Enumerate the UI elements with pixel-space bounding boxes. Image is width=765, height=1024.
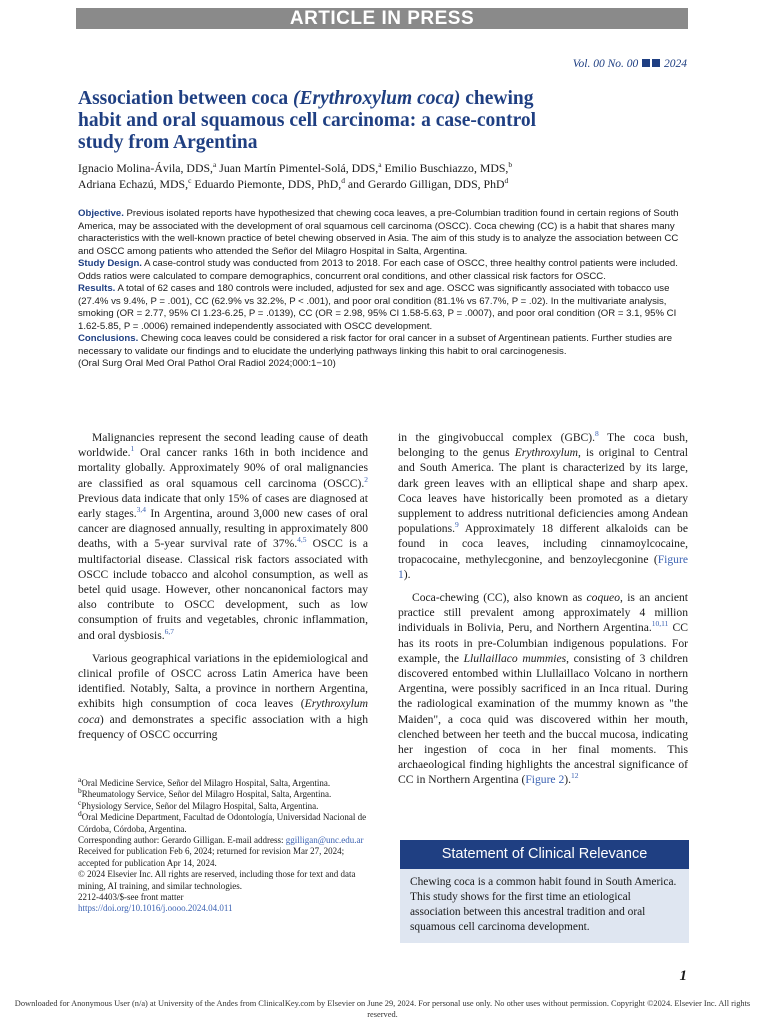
copyright: © 2024 Elsevier Inc. All rights are reserved, including those for text and data mining, AI training, and similar technologies. [78,869,356,891]
text: CC has its roots in pre-Columbian indigenous populations. For example, the [398,621,688,665]
text: Previous data indicate that only 15% of cases are diagnosed at early stages. [78,491,368,521]
affiliation-c: $^c$Physiology Service, Señor del Milagro Hospital, Salta, Argentina. [78,797,319,811]
citation-ref[interactable]: 10,11 [651,619,669,629]
figure-link[interactable]: Figure 2 [525,773,565,787]
clinical-relevance-text: Chewing coca is a common habit found in South America. This study shows for the first time an etiological association between this ancestral tradition and oral squamous cell carcinoma development. [410,876,677,933]
title-part2: chewing habit and oral squamous cell carcinoma: a case-control study from Argentina [78,88,537,153]
text: OSCC is a multifactorial disease. Classical risk factors associated with OSCC include tobacco and alcohol consumption, as well as betel quid usage. However, other noncanonical factors may also contribute to OSCC development, such as low consumption of fruits and vegetables, chronic inflammation, and oral dysbiosis. [78,537,368,642]
clinical-relevance-heading: Statement of Clinical Relevance [400,840,689,869]
citation-ref[interactable]: 4,5 [297,535,307,545]
text: Malignancies represent the second leading cause of death worldwide. [78,431,368,460]
abstract-conclusions [78,333,689,358]
text: ). [564,773,572,787]
figure-link[interactable]: Figure 1 [398,552,688,581]
author: Adriana Echazú, MDS, [78,177,189,191]
abstract-label: Results. [78,283,116,294]
abstract-results [78,283,689,333]
author: Eduardo Piemonte, DDS, PhD, [194,177,342,191]
abstract-text: Chewing coca leaves could be considered a risk factor for oral cancer in a subset of Argentinean patients. Further studies are necessary to validate our findings and to elucidate the underlying pathways linking this habit to oral carcinogenesis. [78,333,673,357]
abstract-text: A case-control study was conducted from 2013 to 2018. For each case of OSCC, three healthy control patients were included. Odds ratios were calculated to compare demographics, concurrent oral conditions, and other classical risk factors for OSCC. [78,258,678,282]
corresponding-author: Corresponding author: Gerardo Gilligan. E-mail address: ggilligan@unc.edu.ar [78,835,364,846]
square-icon [652,59,660,67]
abstract-objective [78,208,689,258]
citation-ref[interactable]: 8 [595,429,599,439]
abstract-text: A total of 62 cases and 180 controls were included, adjusted for sex and age. OSCC was significantly associated with tobacco use (27.4% vs 9.4%, P = .001), CC (62.9% vs 32.2%, P < .001), and poor oral condition (81.1% vs 67.7%, P = .02). In the multivariate analysis, smoking (OR = 2.77, 95% CI 1.23-6.25, P = .0139), CC (OR = 2.98, 95% CI 1.58-5.63, P = .0007), and poor oral condition (OR = 3.1, 95% CI 1.62-5.85, P = .0006) remained independently associated with OSCC development. [78,283,677,332]
text: The coca bush, belonging to the genus [398,431,688,460]
footnotes [78,775,370,915]
text: in the gingivobuccal complex (GBC). [398,431,596,444]
author-affiliation: a [213,160,217,170]
download-note: Downloaded for Anonymous User (n/a) at University of the Andes from ClinicalKey.com by Elsevier on June 29, 2024. For personal use only. No other uses without permission. Copyright ©2024. Elsevier Inc. All rights reserved. [14,999,751,1019]
text: Various geographical variations in the epidemiological and clinical profile of OSCC across Latin America have been identified. Notably, Salta, a province in northern Argentina, exhibits high consumption of coca leaves ( [78,651,368,711]
author-affiliation: d [341,176,345,186]
text: Coca-chewing (CC), also known as [412,591,587,605]
author: Gerardo Gilligan, DDS, PhD [367,177,505,191]
citation-ref[interactable]: 9 [455,520,459,530]
citation-ref[interactable]: 3,4 [136,505,147,515]
body-column-right [398,430,688,788]
received-dates: Received for publication Feb 6, 2024; returned for revision Mar 27, 2024; accepted for publication Apr 14, 2024. [78,846,345,868]
text: ). [403,567,411,581]
volume-number: Vol. 00 No. 00 [572,58,639,70]
author: Emilio Buschiazzo, MDS, [384,161,509,175]
author-affiliation: c [188,176,192,186]
body-paragraph [78,651,368,742]
citation-ref[interactable]: 1 [130,444,135,454]
italic-text: coqueo [586,591,620,605]
citation-ref[interactable]: 6,7 [164,626,174,636]
clinical-relevance-box [400,840,689,943]
article-in-press-banner: ARTICLE IN PRESS [76,8,688,29]
page-number: 1 [679,968,687,984]
author-separator: and [344,177,368,191]
author-affiliation: a [378,160,382,170]
body-paragraph [78,430,368,643]
italic-text: Erythroxylum [514,446,579,460]
citation-ref[interactable]: 2 [364,474,368,484]
volume-year: 2024 [664,58,687,70]
abstract-text: Previous isolated reports have hypothesized that chewing coca leaves, a pre-Columbian tradition found in certain regions of South America, may be associated with the development of oral squamous cell carcinoma (OSCC). Coca chewing (CC) is a habit that shares many characteristics with the well-known practice of betel chewing observed in Asia. The aim of this study is to analyze the association between CC and OSCC among patients who attended the Señor del Milagro Hospital in Salta, Argentina. [78,208,679,257]
author-affiliation: d [504,176,509,186]
text: Approximately 18 different alkaloids can be found in coca leaves, including cinnamoylcocaine, tropacocaine, methylecgonine, and benzoylecgonine ( [398,522,688,566]
author-list [78,160,638,192]
abstract-design [78,258,689,283]
author: Ignacio Molina-Ávila, DDS, [78,161,213,175]
text: , consisting of 3 children discovered entombed within Llullaillaco Volcano in northern Argentina, were possibly sacrificed in an Inca ritual. During the radiological examination of the mummy known as "the Maiden", a coca quid was discovered within her mouth, clenched between her teeth and the buccal mucosa, indicating her ingestion of coca in her final moments. This archaeological finding highlights the ancestral significance of CC in Northern Argentina ( [398,651,688,787]
abstract-label: Conclusions. [78,333,139,344]
italic-text: Erythroxylum coca [78,697,368,726]
affiliation-d: $^d$Oral Medicine Department, Facultad de Odontología, Universidad Nacional de Córdoba, Córdoba, Argentina. [78,809,367,834]
article-title [78,88,578,154]
abstract [78,208,689,371]
square-icon [642,59,650,67]
abstract-label: Study Design. [78,258,142,269]
author-affiliation: b [508,160,513,170]
text: , is an ancient practice still prevalent among approximately 4 million individuals in Bolivia, Peru, and Northern Argentina. [398,591,688,635]
affiliation-a: $^a$Oral Medicine Service, Señor del Milagro Hospital, Salta, Argentina. [78,775,331,788]
abstract-label: Objective. [78,208,124,219]
body-column-left [78,430,368,742]
author: Juan Martín Pimentel-Solá, DDS, [219,161,379,175]
text: Oral cancer ranks 16th in both incidence and mortality globally. Approximately 90% of oral malignancies are classified as oral squamous cell carcinoma (OSCC). [78,446,368,490]
body-paragraph [398,590,688,788]
abstract-citation: (Oral Surg Oral Med Oral Pathol Oral Radiol 2024;000:1−10) [78,358,336,369]
body-paragraph [398,430,688,582]
volume-info [573,58,687,70]
text: In Argentina, around 3,000 new cases of oral cancer are diagnosed annually, resulting in approximately 800 deaths, with a 5-year survival rate of 37%. [78,507,368,551]
title-part1: Association between coca [78,88,294,109]
text: , is original to Central and South America. The plant is characterized by its large, dark green leaves with an elliptical shape and sharp apex. Coca leaves have historically been promoted as a dietary supplement to address nutritional deficiencies among Andean populations. [398,446,688,536]
affiliation-b: $^b$Rheumatology Service, Señor del Milagro Hospital, Salta, Argentina. [78,786,332,800]
doi-link[interactable]: https://doi.org/10.1016/j.oooo.2024.04.011 [78,903,233,914]
text: ) and demonstrates a specific association with a high frequency of OSCC occurring [78,712,368,741]
italic-text: Llullaillaco mummies [463,651,567,665]
citation-ref[interactable]: 12 [571,771,579,781]
title-italic: (Erythroxylum coca) [293,88,461,109]
issn: 2212-4403/$-see front matter [78,892,184,903]
email-link[interactable]: ggilligan@unc.edu.ar [285,835,364,846]
